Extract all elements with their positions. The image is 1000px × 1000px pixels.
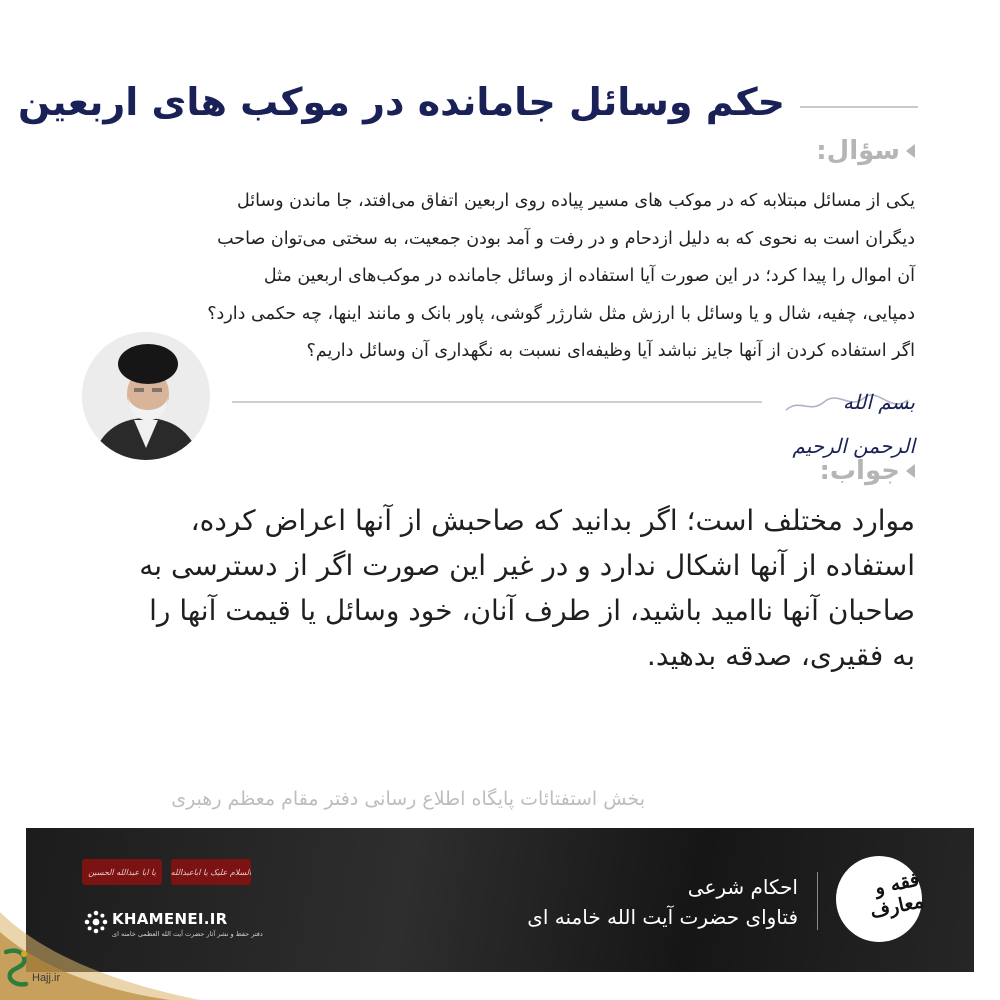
feqh-logo-text: فقه و معارف — [868, 868, 926, 923]
muharram-banner — [82, 859, 162, 885]
khamenei-brand: KHAMENEI.IR — [112, 910, 228, 928]
answer-line: موارد مختلف است؛ اگر بدانید که صاحبش از آنها اعراض کرده، — [190, 504, 915, 537]
footer-title — [527, 872, 798, 932]
answer-heading — [820, 456, 915, 486]
question-heading — [816, 136, 915, 166]
hajj-logo-icon — [4, 948, 30, 990]
footer-title-line1: احکام شرعی — [687, 875, 798, 899]
question-line: آن اموال را پیدا کرد؛ در این صورت آیا استفاده از وسائل جامانده در موکب‌های اربعین مثل — [263, 266, 915, 287]
title-divider — [800, 106, 918, 108]
question-line: دیگران است به نحوی که به دلیل ازدحام و در رفت و آمد بودن جمعیت، به سختی می‌توان صاحب — [217, 228, 915, 249]
footer-title-line2: فتاوای حضرت آیت الله خامنه ای — [527, 905, 798, 929]
footer-divider — [817, 872, 818, 930]
question-line: دمپایی، چفیه، شال و یا وسائل با ارزش مثل شارژر گوشی، پاور بانک و مانند اینها، چه حکمی دارد؟ — [207, 303, 915, 324]
answer-line: استفاده از آنها اشکال ندارد و در غیر این صورت اگر از دسترسی به — [139, 549, 915, 582]
answer-text — [75, 498, 915, 678]
corner-swoosh-decoration — [0, 912, 200, 1000]
basmala-text: بسم الله الرحمن الرحیم — [792, 390, 915, 458]
source-credit: بخش استفتائات پایگاه اطلاع رسانی دفتر مقام معظم رهبری — [171, 788, 645, 810]
muharram-banner-text: یا ابا عبدالله الحسین — [88, 867, 156, 877]
answer-heading-label: جواب: — [819, 456, 900, 486]
hajj-watermark: Hajj.ir — [32, 972, 61, 984]
question-line: اگر استفاده کردن از آنها جایز نباشد آیا وظیفه‌ای نسبت به نگهداری آن وسائل داریم؟ — [306, 341, 915, 362]
triangle-bullet-icon — [906, 464, 915, 478]
question-text — [82, 183, 915, 371]
muharram-banner — [171, 859, 251, 885]
basmala-calligraphy — [780, 380, 915, 458]
muharram-banner-text: السلام علیک یا اباعبدالله — [171, 867, 251, 877]
answer-line: به فقیری، صدقه بدهید. — [646, 639, 915, 672]
triangle-bullet-icon — [906, 144, 915, 158]
question-heading-label: سؤال: — [816, 136, 900, 166]
feqh-logo — [836, 856, 926, 942]
question-line: یکی از مسائل مبتلابه که در موکب های مسیر پیاده روی اربعین اتفاق می‌افتد، جا ماندن وسائل — [237, 191, 915, 211]
basmala-divider — [232, 401, 762, 403]
page-title: حکم وسائل جامانده در موکب های اربعین — [17, 80, 785, 124]
answer-line: صاحبان آنها ناامید باشید، از طرف آنان، خود وسائل یا قیمت آنها را — [149, 594, 915, 627]
portrait-avatar — [82, 332, 210, 460]
khamenei-brand-sub: دفتر حفظ و نشر آثار حضرت آیت الله العظمی خامنه ای — [112, 930, 263, 938]
